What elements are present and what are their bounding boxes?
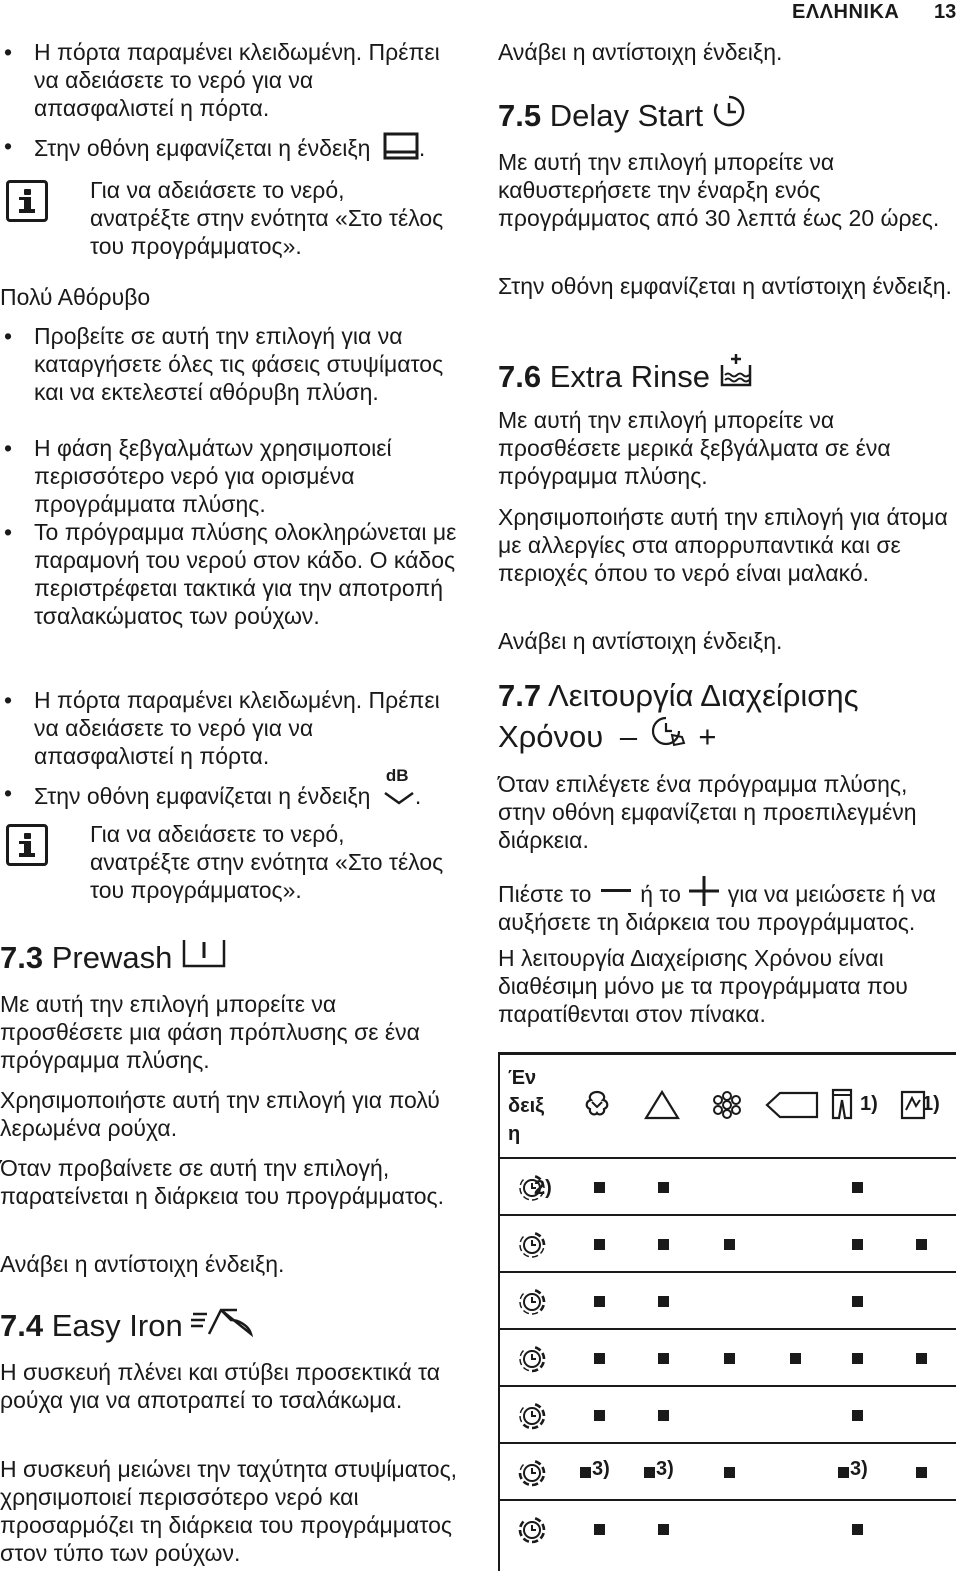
availability-mark bbox=[724, 1353, 735, 1364]
table-footnote: 1) bbox=[922, 1093, 940, 1115]
table-row-divider bbox=[498, 1442, 956, 1444]
availability-mark bbox=[594, 1182, 605, 1193]
paragraph: Πιέστε το ή το για να μειώσετε ή να αυξήσετε τη διάρκεια του προγράμματος. bbox=[498, 876, 958, 936]
availability-mark bbox=[852, 1296, 863, 1307]
paragraph: Ανάβει η αντίστοιχη ένδειξη. bbox=[498, 39, 783, 65]
paragraph: Η λειτουργία Διαχείρισης Χρόνου είναι διαθέσιμη μόνο με τα προγράμματα που παρατίθενται στον πίνακα. bbox=[498, 945, 908, 1027]
section-heading-time-manager: 7.7 Λειτουργία Διαχείρισης Χρόνου – + bbox=[498, 678, 859, 754]
availability-mark bbox=[852, 1524, 863, 1535]
availability-mark bbox=[580, 1467, 591, 1478]
availability-mark bbox=[724, 1239, 735, 1250]
table-footnote: 2) bbox=[534, 1176, 552, 1199]
time-manager-icon bbox=[650, 715, 686, 749]
extra-rinse-icon bbox=[719, 353, 753, 389]
availability-mark bbox=[594, 1410, 605, 1421]
availability-mark bbox=[658, 1353, 669, 1364]
timer-level-3-icon bbox=[518, 1288, 546, 1316]
table-row-divider bbox=[498, 1385, 956, 1387]
availability-mark bbox=[658, 1296, 669, 1307]
wool-icon bbox=[764, 1090, 820, 1120]
availability-mark bbox=[916, 1353, 927, 1364]
paragraph: Χρησιμοποιήστε αυτή την επιλογή για πολύ λερωμένα ρούχα. bbox=[0, 1087, 440, 1141]
paragraph: Η συσκευή πλένει και στύβει προσεκτικά τα ρούχα για να αποτραπεί το τσαλάκωμα. bbox=[0, 1359, 441, 1413]
info-icon bbox=[6, 824, 48, 866]
paragraph: Με αυτή την επιλογή μπορείτε να προσθέσετε μια φάση πρόπλυσης σε ένα πρόγραμμα πλύσης. bbox=[0, 991, 420, 1073]
quiet-indicator-icon: dB bbox=[383, 779, 415, 807]
availability-mark bbox=[852, 1182, 863, 1193]
availability-mark bbox=[916, 1467, 927, 1478]
availability-mark bbox=[852, 1410, 863, 1421]
delicates-icon bbox=[712, 1090, 742, 1120]
prewash-icon bbox=[181, 938, 227, 970]
synthetics-icon bbox=[644, 1090, 680, 1120]
paragraph: Στην οθόνη εμφανίζεται η αντίστοιχη ένδειξη. bbox=[498, 273, 952, 299]
table-footnote: 3) bbox=[850, 1457, 868, 1480]
availability-mark bbox=[594, 1524, 605, 1535]
paragraph: Με αυτή την επιλογή μπορείτε να καθυστερήσετε την έναρξη ενός προγράμματος από 30 λεπτά έως 20 ώρες. bbox=[498, 149, 940, 231]
availability-mark bbox=[658, 1524, 669, 1535]
timer-level-7-icon bbox=[518, 1516, 546, 1544]
table-row-divider bbox=[498, 1499, 956, 1501]
availability-mark bbox=[852, 1239, 863, 1250]
paragraph: Όταν επιλέγετε ένα πρόγραμμα πλύσης, στην οθόνη εμφανίζεται η προεπιλεγμένη διάρκεια. bbox=[498, 771, 917, 853]
availability-mark bbox=[838, 1467, 849, 1478]
info-icon bbox=[6, 180, 48, 222]
drain-indicator-icon bbox=[383, 132, 419, 160]
table-row-divider bbox=[498, 1214, 956, 1216]
timer-level-2-icon bbox=[518, 1231, 546, 1259]
timer-level-4-icon bbox=[518, 1345, 546, 1373]
table-footnote: 3) bbox=[592, 1457, 610, 1480]
timer-level-6-icon bbox=[518, 1459, 546, 1487]
paragraph: Χρησιμοποιήστε αυτή την επιλογή για άτομα με αλλεργίες στα απορρυπαντικά και σε περιοχές όπου το νερό είναι μαλακό. bbox=[498, 504, 948, 586]
availability-mark bbox=[658, 1239, 669, 1250]
section-heading-prewash: 7.3 Prewash bbox=[0, 938, 227, 977]
section-heading-easy-iron: 7.4 Easy Iron bbox=[0, 1306, 255, 1345]
table-row-divider bbox=[498, 1271, 956, 1273]
minus-icon bbox=[601, 889, 631, 892]
section-heading-delay-start: 7.5 Delay Start bbox=[498, 94, 746, 135]
availability-mark bbox=[852, 1353, 863, 1364]
availability-mark bbox=[594, 1296, 605, 1307]
jeans-icon bbox=[830, 1088, 854, 1120]
section-heading-extra-rinse: 7.6 Extra Rinse bbox=[498, 353, 753, 396]
language-label: ΕΛΛΗΝΙΚΑ bbox=[792, 1, 900, 23]
plus-icon bbox=[689, 876, 719, 906]
timer-level-5-icon bbox=[518, 1402, 546, 1430]
table-row-divider bbox=[498, 1328, 956, 1330]
availability-mark bbox=[644, 1467, 655, 1478]
paragraph: Ανάβει η αντίστοιχη ένδειξη. bbox=[0, 1251, 285, 1277]
paragraph: Όταν προβαίνετε σε αυτή την επιλογή, παρατείνεται η διάρκεια του προγράμματος. bbox=[0, 1155, 444, 1209]
table-footnote: 1) bbox=[860, 1093, 878, 1115]
page-number: 13 bbox=[934, 1, 957, 23]
easy-iron-icon bbox=[191, 1306, 255, 1338]
availability-mark bbox=[658, 1182, 669, 1193]
availability-mark bbox=[790, 1353, 801, 1364]
table-footnote: 3) bbox=[656, 1457, 674, 1480]
paragraph: Ανάβει η αντίστοιχη ένδειξη. bbox=[498, 628, 783, 654]
availability-mark bbox=[916, 1239, 927, 1250]
paragraph: Με αυτή την επιλογή μπορείτε να προσθέσετε μερικά ξεβγάλματα σε ένα πρόγραμμα πλύσης. bbox=[498, 407, 891, 489]
availability-mark bbox=[594, 1353, 605, 1364]
cotton-icon bbox=[582, 1088, 612, 1120]
availability-mark bbox=[724, 1467, 735, 1478]
table-row-divider bbox=[498, 1157, 956, 1159]
paragraph: Η συσκευή μειώνει την ταχύτητα στυψίματος, χρησιμοποιεί περισσότερο νερό και προσαρμόζει τη διάρκεια του προγράμματος στον τύπο των ρούχων. bbox=[0, 1456, 458, 1566]
table-header-label: Έν δειξ η bbox=[508, 1067, 545, 1145]
section-subtitle: Πολύ Αθόρυβο bbox=[0, 284, 151, 310]
delay-start-icon bbox=[712, 94, 746, 128]
availability-mark bbox=[594, 1239, 605, 1250]
availability-mark bbox=[658, 1410, 669, 1421]
